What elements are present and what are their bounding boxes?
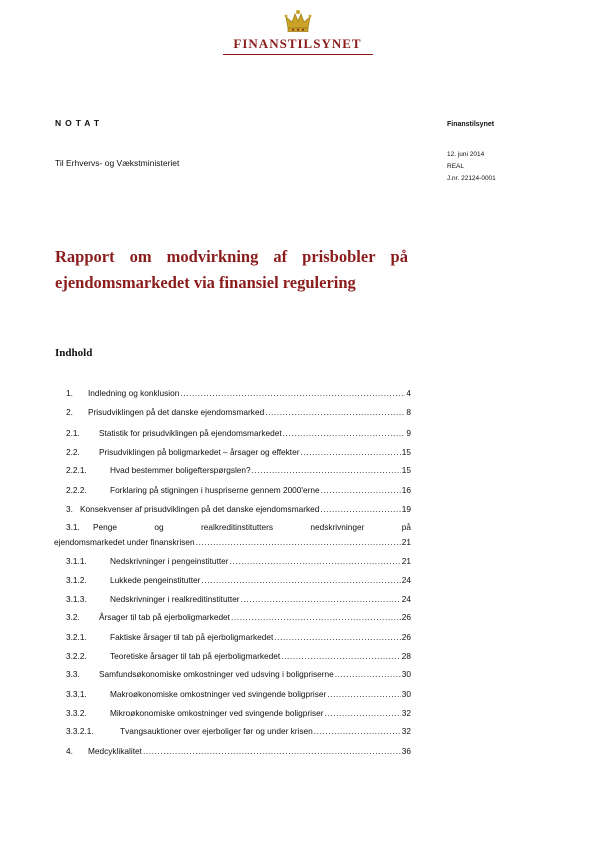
toc-leader [325, 708, 401, 718]
toc-number: 3.1. [66, 522, 80, 532]
toc-leader [231, 612, 401, 622]
toc-entry[interactable] [66, 465, 411, 477]
toc-page: 8 [406, 407, 411, 417]
title-word: af [273, 247, 288, 266]
toc-number: 2.2.2. [66, 485, 87, 495]
toc-entry[interactable] [66, 689, 411, 701]
toc-number: 3. [66, 504, 73, 514]
toc-leader [300, 447, 400, 457]
toc-entry[interactable] [66, 447, 411, 459]
toc-entry[interactable] [66, 575, 411, 587]
toc-page: 16 [401, 485, 411, 495]
toc-label: Statistik for prisudviklingen på ejendomsmarkedet [99, 428, 282, 438]
toc-label: Tvangsauktioner over ejerboliger før og under krisen [120, 726, 313, 736]
toc-label: Nedskrivninger i realkreditinstitutter [110, 594, 240, 604]
logo-wordmark: FINANSTILSYNET [233, 36, 362, 51]
toc-number: 3.3.2.1. [66, 726, 94, 736]
toc-entry-continued[interactable] [54, 537, 411, 549]
title-line-2: ejendomsmarkedet via finansiel regulering [55, 273, 356, 292]
toc-page: 15 [401, 465, 411, 475]
toc-entry[interactable] [66, 651, 411, 663]
toc-leader [230, 556, 401, 566]
toc-page: 28 [401, 651, 411, 661]
toc-label [93, 522, 411, 532]
toc-leader [241, 594, 401, 604]
toc-page: 21 [401, 537, 411, 547]
toc-label: Prisudviklingen på det danske ejendomsmarked [88, 407, 265, 417]
toc-page: 26 [401, 632, 411, 642]
toc-entry[interactable] [66, 522, 411, 534]
toc-page: 15 [401, 447, 411, 457]
toc-entry[interactable] [66, 428, 411, 440]
doc-unit: REAL [447, 163, 464, 170]
recipient: Til Erhvervs- og Vækstministeriet [55, 158, 180, 168]
toc-page: 32 [401, 726, 411, 736]
toc-label-word: og [154, 522, 164, 532]
toc-entry[interactable] [66, 708, 411, 720]
toc-leader [314, 726, 401, 736]
toc-label-word: realkreditinstitutters [201, 522, 273, 532]
document-title [55, 244, 408, 296]
toc-page: 9 [406, 428, 411, 438]
toc-label: Årsager til tab på ejerboligmarkedet [99, 612, 230, 622]
toc-number: 2.2.1. [66, 465, 87, 475]
toc-page: 26 [401, 612, 411, 622]
toc-page: 19 [401, 504, 411, 514]
toc-leader [320, 504, 400, 514]
toc-entry[interactable] [66, 407, 411, 419]
toc-entry[interactable] [66, 556, 411, 568]
toc-leader [180, 388, 405, 398]
toc-leader [335, 669, 401, 679]
toc-label: Makroøkonomiske omkostninger ved svingende boligpriser [110, 689, 327, 699]
toc-entry[interactable] [66, 485, 411, 497]
toc-page: 24 [401, 594, 411, 604]
toc-number: 1. [66, 388, 73, 398]
toc-entry[interactable] [66, 388, 411, 400]
logo-rule [223, 54, 373, 55]
toc-number: 3.3.2. [66, 708, 87, 718]
toc-number: 2.2. [66, 447, 80, 457]
toc-label: Samfundsøkonomiske omkostninger ved udsving i boligpriserne [99, 669, 334, 679]
toc-leader [196, 537, 401, 547]
toc-page: 21 [401, 556, 411, 566]
toc-number: 3.2.1. [66, 632, 87, 642]
toc-leader [274, 632, 401, 642]
toc-entry[interactable] [66, 504, 411, 516]
toc-label: Mikroøkonomiske omkostninger ved svingende boligpriser [110, 708, 324, 718]
toc-label-word: på [401, 522, 411, 532]
doc-type: NOTAT [55, 118, 104, 128]
title-word: modvirkning [166, 247, 259, 266]
doc-date: 12. juni 2014 [447, 151, 485, 158]
toc-label: Nedskrivninger i pengeinstitutter [110, 556, 229, 566]
toc-entry[interactable] [66, 669, 411, 681]
toc-label-word: nedskrivninger [310, 522, 365, 532]
toc-label: Prisudviklingen på boligmarkedet – årsager og effekter [99, 447, 300, 457]
toc-page: 36 [401, 746, 411, 756]
toc-label: Teoretiske årsager til tab på ejerboligmarkedet [110, 651, 281, 661]
doc-journal: J.nr. 22124-0001 [447, 175, 496, 182]
toc-number: 3.3. [66, 669, 80, 679]
toc-page: 24 [401, 575, 411, 585]
toc-label: Konsekvenser af prisudviklingen på det danske ejendomsmarked [80, 504, 320, 514]
title-word: på [390, 247, 408, 266]
toc-page: 32 [401, 708, 411, 718]
toc-number: 2.1. [66, 428, 80, 438]
toc-page: 4 [406, 388, 411, 398]
toc-number: 3.1.2. [66, 575, 87, 585]
toc-leader [321, 485, 401, 495]
toc-leader [265, 407, 405, 417]
toc-leader [201, 575, 400, 585]
org-name: Finanstilsynet [447, 121, 495, 128]
toc-number: 4. [66, 746, 73, 756]
toc-number: 3.3.1. [66, 689, 87, 699]
toc-label: Faktiske årsager til tab på ejerboligmarkedet [110, 632, 274, 642]
title-word: Rapport [55, 247, 115, 266]
toc-entry[interactable] [66, 594, 411, 606]
toc-label: Forklaring på stigningen i huspriserne gennem 2000'erne [110, 485, 320, 495]
toc-number: 2. [66, 407, 73, 417]
toc-leader [283, 428, 406, 438]
logo [0, 8, 595, 55]
toc-page: 30 [401, 689, 411, 699]
toc-number: 3.1.1. [66, 556, 87, 566]
toc-leader [281, 651, 401, 661]
title-word: om [129, 247, 152, 266]
toc-entry[interactable] [66, 746, 411, 758]
toc-label: ejendomsmarkedet under finanskrisen [54, 537, 195, 547]
toc-label: Lukkede pengeinstitutter [110, 575, 201, 585]
title-line-1 [55, 244, 408, 270]
toc-label-word: Penge [93, 522, 117, 532]
toc-entry[interactable] [66, 632, 411, 644]
toc-label: Indledning og konklusion [88, 388, 180, 398]
toc-leader [327, 689, 400, 699]
toc-number: 3.1.3. [66, 594, 87, 604]
crown-icon [283, 8, 313, 36]
toc-heading: Indhold [55, 347, 93, 359]
toc-entry[interactable] [66, 726, 411, 738]
doc-meta [447, 149, 496, 185]
toc-number: 3.2. [66, 612, 80, 622]
toc-leader [143, 746, 401, 756]
toc-entry[interactable] [66, 612, 411, 624]
toc-number: 3.2.2. [66, 651, 87, 661]
toc-label: Hvad bestemmer boligefterspørgslen? [110, 465, 251, 475]
toc-leader [252, 465, 401, 475]
toc-page: 30 [401, 669, 411, 679]
toc-label: Medcyklikalitet [88, 746, 142, 756]
title-word: prisbobler [302, 247, 376, 266]
